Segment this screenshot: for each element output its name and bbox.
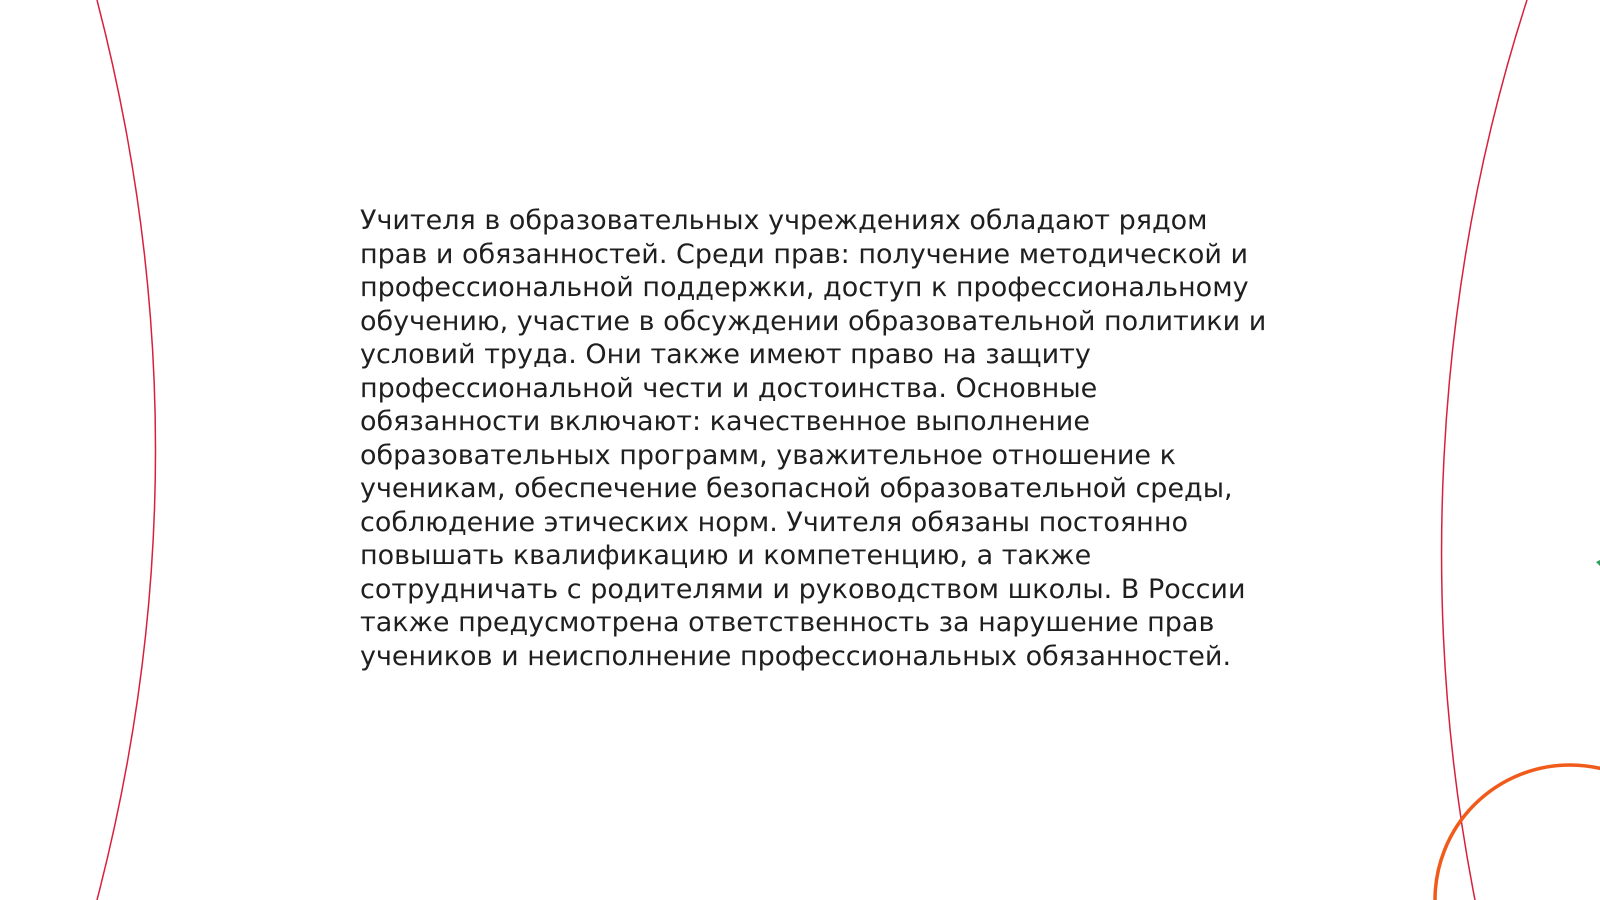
slide-body-text	[360, 204, 1267, 673]
body-line: профессиональной поддержки, доступ к профессиональному	[360, 272, 1249, 303]
body-line: профессиональной чести и достоинства. Основные	[360, 372, 1098, 404]
body-line: Учителя в образовательных учреждениях обладают рядом	[360, 205, 1208, 236]
body-line: образовательных программ, уважительное отношение к	[360, 439, 1176, 471]
body-line: сотрудничать с родителями и руководством школы. В России	[360, 573, 1246, 605]
body-line: также предусмотрена ответственность за нарушение прав	[360, 607, 1215, 638]
orange-circle	[1435, 765, 1600, 900]
body-line: повышать квалификацию и компетенцию, а также	[360, 540, 1092, 571]
left-arc	[97, 0, 156, 900]
body-line: условий труда. Они также имеют право на защиту	[360, 339, 1091, 370]
body-line: соблюдение этических норм. Учителя обязаны постоянно	[360, 506, 1189, 538]
body-line: обучению, участие в обсуждении образовательной политики и	[360, 305, 1267, 337]
green-accent-mark	[1596, 560, 1600, 566]
right-arc	[1442, 0, 1527, 900]
body-line: учеников и неисполнение профессиональных обязанностей.	[360, 640, 1232, 672]
body-line: ученикам, обеспечение безопасной образовательной среды,	[360, 473, 1233, 504]
body-line: прав и обязанностей. Среди прав: получение методической и	[360, 238, 1249, 270]
body-line: обязанности включают: качественное выполнение	[360, 406, 1090, 437]
